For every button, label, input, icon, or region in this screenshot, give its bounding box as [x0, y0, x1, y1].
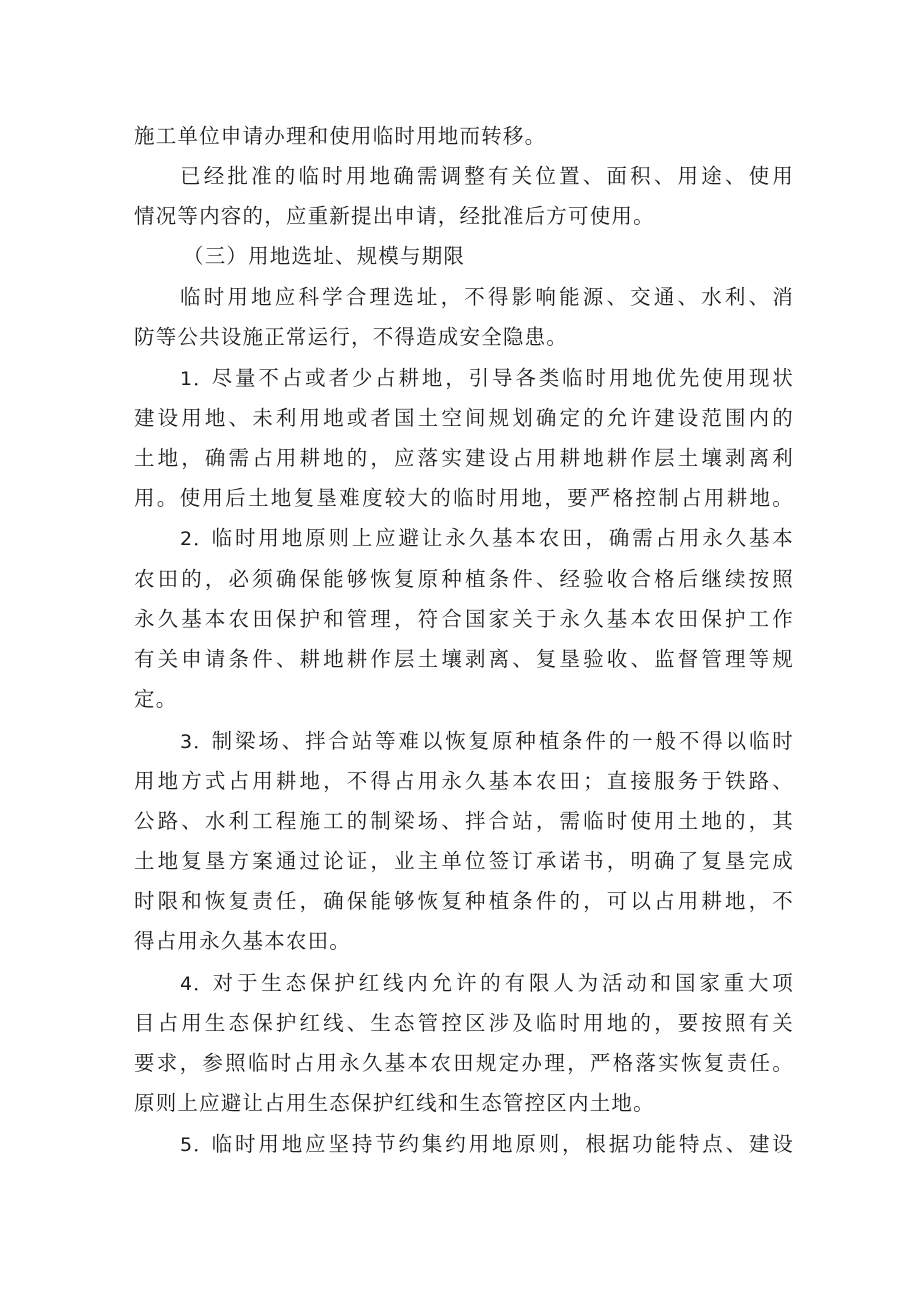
list-item-first-line [180, 364, 794, 393]
text-line: 情况等内容的，应重新提出申请，经批准后方可使用。 [134, 204, 655, 228]
item-number: 3． [180, 731, 214, 753]
list-item-first-line [180, 524, 794, 553]
list-item-first-line [180, 969, 794, 998]
item-number: 5． [180, 1134, 214, 1156]
text-line: 对于生态保护红线内允许的有限人为活动和国家重大项 [210, 971, 794, 995]
text-line: 定。 [134, 687, 178, 711]
list-item-first-line [180, 1130, 794, 1159]
text-line: 施工单位申请办理和使用临时用地而转移。 [134, 124, 547, 148]
text-line: 土地，确需占用耕地的，应落实建设占用耕地耕作层土壤剥离利 [134, 446, 794, 470]
text-line: 临时用地应坚持节约集约用地原则，根据功能特点、建设 [210, 1132, 794, 1156]
item-number: 2． [180, 528, 214, 550]
item-number: 1． [180, 368, 214, 390]
text-line: 有关申请条件、耕地耕作层土壤剥离、复垦验收、监督管理等规 [134, 647, 794, 671]
text-line: 临时用地原则上应避让永久基本农田，确需占用永久基本 [210, 526, 794, 550]
text-line: 用。使用后土地复垦难度较大的临时用地，要严格控制占用耕地。 [134, 486, 794, 510]
list-item-first-line [180, 727, 794, 756]
text-line: 公路、水利工程施工的制梁场、拌合站，需临时使用土地的，其 [134, 809, 794, 833]
text-line: 临时用地应科学合理选址，不得影响能源、交通、水利、消 [180, 285, 794, 309]
text-line: 土地复垦方案通过论证，业主单位签订承诺书，明确了复垦完成 [134, 849, 794, 873]
text-line: 得占用永久基本农田。 [134, 929, 351, 953]
text-line: 尽量不占或者少占耕地，引导各类临时用地优先使用现状 [210, 366, 794, 390]
item-number: 4． [180, 973, 214, 995]
text-line: 原则上应避让占用生态保护红线和生态管控区内土地。 [134, 1091, 655, 1115]
text-line: 要求，参照临时占用永久基本农田规定办理，严格落实恢复责任。 [134, 1051, 794, 1075]
text-line: 农田的，必须确保能够恢复原种植条件、经验收合格后继续按照 [134, 567, 794, 591]
text-line: 永久基本农田保护和管理，符合国家关于永久基本农田保护工作 [134, 607, 794, 631]
text-line: 时限和恢复责任，确保能够恢复种植条件的，可以占用耕地，不 [134, 889, 794, 913]
text-line: 已经批准的临时用地确需调整有关位置、面积、用途、使用 [180, 164, 794, 188]
text-line: 防等公共设施正常运行，不得造成安全隐患。 [134, 325, 568, 349]
text-line: 目占用生态保护红线、生态管控区涉及临时用地的，要按照有关 [134, 1011, 794, 1035]
text-line: 建设用地、未利用地或者国土空间规划确定的允许建设范围内的 [134, 406, 794, 430]
text-line: 制梁场、拌合站等难以恢复原种植条件的一般不得以临时 [210, 729, 794, 753]
section-heading: （三）用地选址、规模与期限 [183, 244, 466, 268]
text-line: 用地方式占用耕地，不得占用永久基本农田；直接服务于铁路、 [134, 769, 794, 793]
